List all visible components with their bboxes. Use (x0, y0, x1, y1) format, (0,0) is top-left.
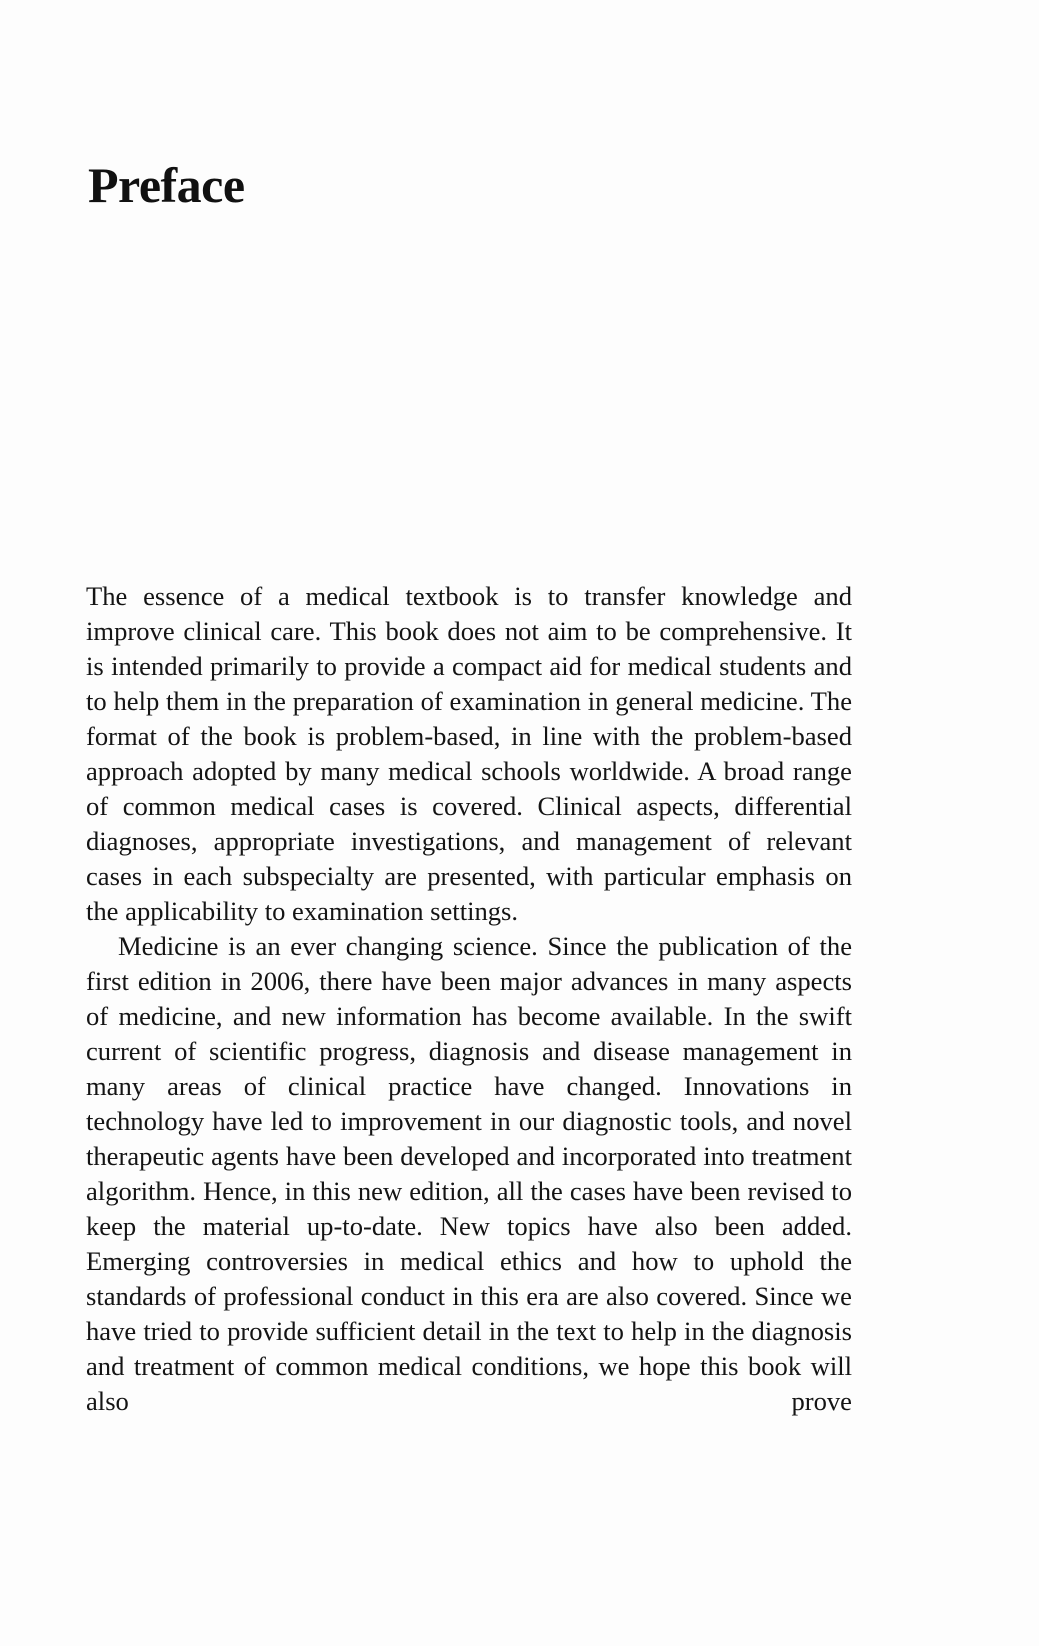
preface-body (86, 579, 852, 1419)
paragraph-1: The essence of a medical textbook is to transfer knowledge and improve clinical care. This book does not aim to be comprehensive. It is intended primarily to provide a compact aid for medical students and to help them in the preparation of examination in general medicine. The format of the book is problem-based, in line with the problem-based approach adopted by many medical schools worldwide. A broad range of common medical cases is covered. Clinical aspects, differential diagnoses, appropriate investigations, and management of relevant cases in each subspecialty are presented, with particular emphasis on the applicability to examination settings. (86, 581, 852, 926)
preface-heading: Preface (88, 157, 245, 213)
paragraph-2: Medicine is an ever changing science. Since the publication of the first edition in 2006, there have been major advances in many aspects of medicine, and new information has become available. In the swift current of scientific progress, diagnosis and disease management in many areas of clinical practice have changed. Innovations in technology have led to improvement in our diagnostic tools, and novel therapeutic agents have been developed and incorporated into treatment algorithm. Hence, in this new edition, all the cases have been revised to keep the material up-to-date. New topics have also been added. Emerging controversies in medical ethics and how to uphold the standards of professional conduct in this era are also covered. Since we have tried to provide sufficient detail in the text to help in the diagnosis and treatment of common medical conditions, we hope this book will also prove (86, 931, 852, 1416)
